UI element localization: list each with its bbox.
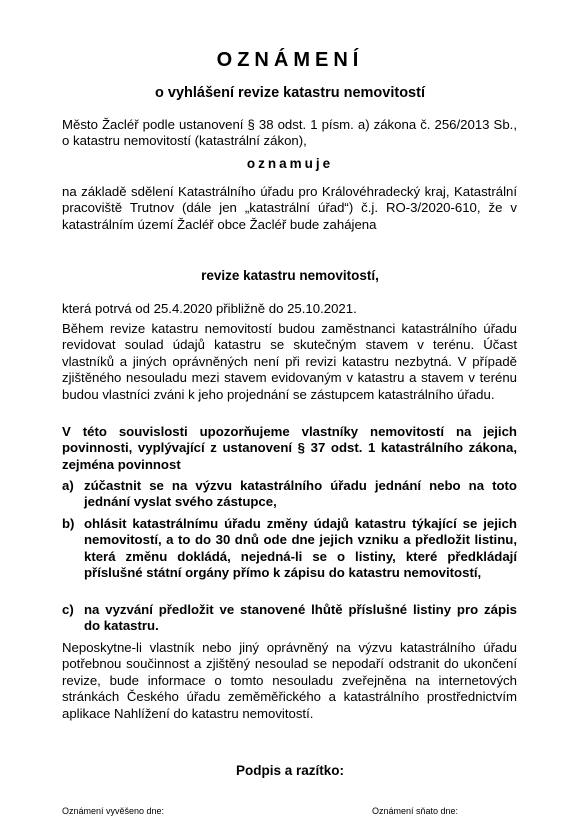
duty-text: na vyzvání předložit ve stanovené lhůtě příslušné listiny pro zápis do katastru.	[84, 602, 517, 634]
duration-paragraph: která potrvá od 25.4.2020 přibližně do 25.10.2021.	[62, 301, 357, 316]
notice-paragraph: V této souvislosti upozorňujeme vlastníky nemovitostí na jejich povinnosti, vyplývající z ustanovení § 37 odst. 1 katastrálního zákona, zejména povinnost	[62, 424, 517, 472]
duty-marker: b)	[62, 516, 75, 531]
posted-date-label: Oznámení vyvěšeno dne:	[62, 806, 165, 816]
body-paragraph: Během revize katastru nemovitostí budou zaměstnanci katastrálního úřadu revidovat soulad údajů katastru se skutečným stavem v terénu. Účast vlastníků a jiných oprávněných není při revizi katastru nezbytná. V případě zjištěného nesouladu mezi stavem evidovaným v katastru a stavem v terénu budou vlastníci zváni k jeho projednání se zástupcem katastrálního úřadu.	[62, 321, 517, 402]
document-title: OZNÁMENÍ	[216, 49, 364, 71]
duty-marker: a)	[62, 478, 74, 493]
duty-marker: c)	[62, 602, 74, 617]
document-subtitle: o vyhlášení revize katastru nemovitostí	[155, 85, 425, 101]
duty-item-a	[62, 478, 517, 511]
duty-text: zúčastnit se na výzvu katastrálního úřadu jednání nebo na toto jednání vyslat svého zástupce,	[84, 478, 517, 510]
signature-label: Podpis a razítko:	[235, 763, 345, 778]
duty-item-b	[62, 516, 517, 582]
subject-heading: revize katastru nemovitostí,	[201, 268, 379, 283]
removed-date-label: Oznámení sňato dne:	[372, 806, 459, 816]
intro-paragraph: Město Žacléř podle ustanovení § 38 odst. 1 písm. a) zákona č. 256/2013 Sb., o katastru nemovitostí (katastrální zákon),	[62, 117, 517, 149]
announces-heading: oznamuje	[246, 156, 334, 171]
duty-item-c	[62, 602, 517, 635]
basis-paragraph: na základě sdělení Katastrálního úřadu pro Královéhradecký kraj, Katastrální pracoviště Trutnov (dále jen „katastrální úřad“) č.j. RO-3/2020-610, že v katastrálním území Žacléř obce Žacléř bude zahájena	[62, 184, 517, 232]
duty-text: ohlásit katastrálnímu úřadu změny údajů katastru týkající se jejich nemovitostí, a to do 30 dnů ode dne jejich vzniku a předložit listinu, která změnu dokládá, nejedná-li se o listiny, které předkládají příslušné státní orgány přímo k zápisu do katastru nemovitostí,	[84, 516, 517, 581]
closing-paragraph: Neposkytne-li vlastník nebo jiný oprávněný na výzvu katastrálního úřadu potřebnou součinnost a zjištěný nesoulad se nepodaří odstranit do ukončení revize, bude informace o tomto nesouladu zveřejněna na internetových stránkách Českého úřadu zeměměřického a katastrálního prostřednictvím aplikace Nahlížení do katastru nemovitostí.	[62, 640, 517, 721]
